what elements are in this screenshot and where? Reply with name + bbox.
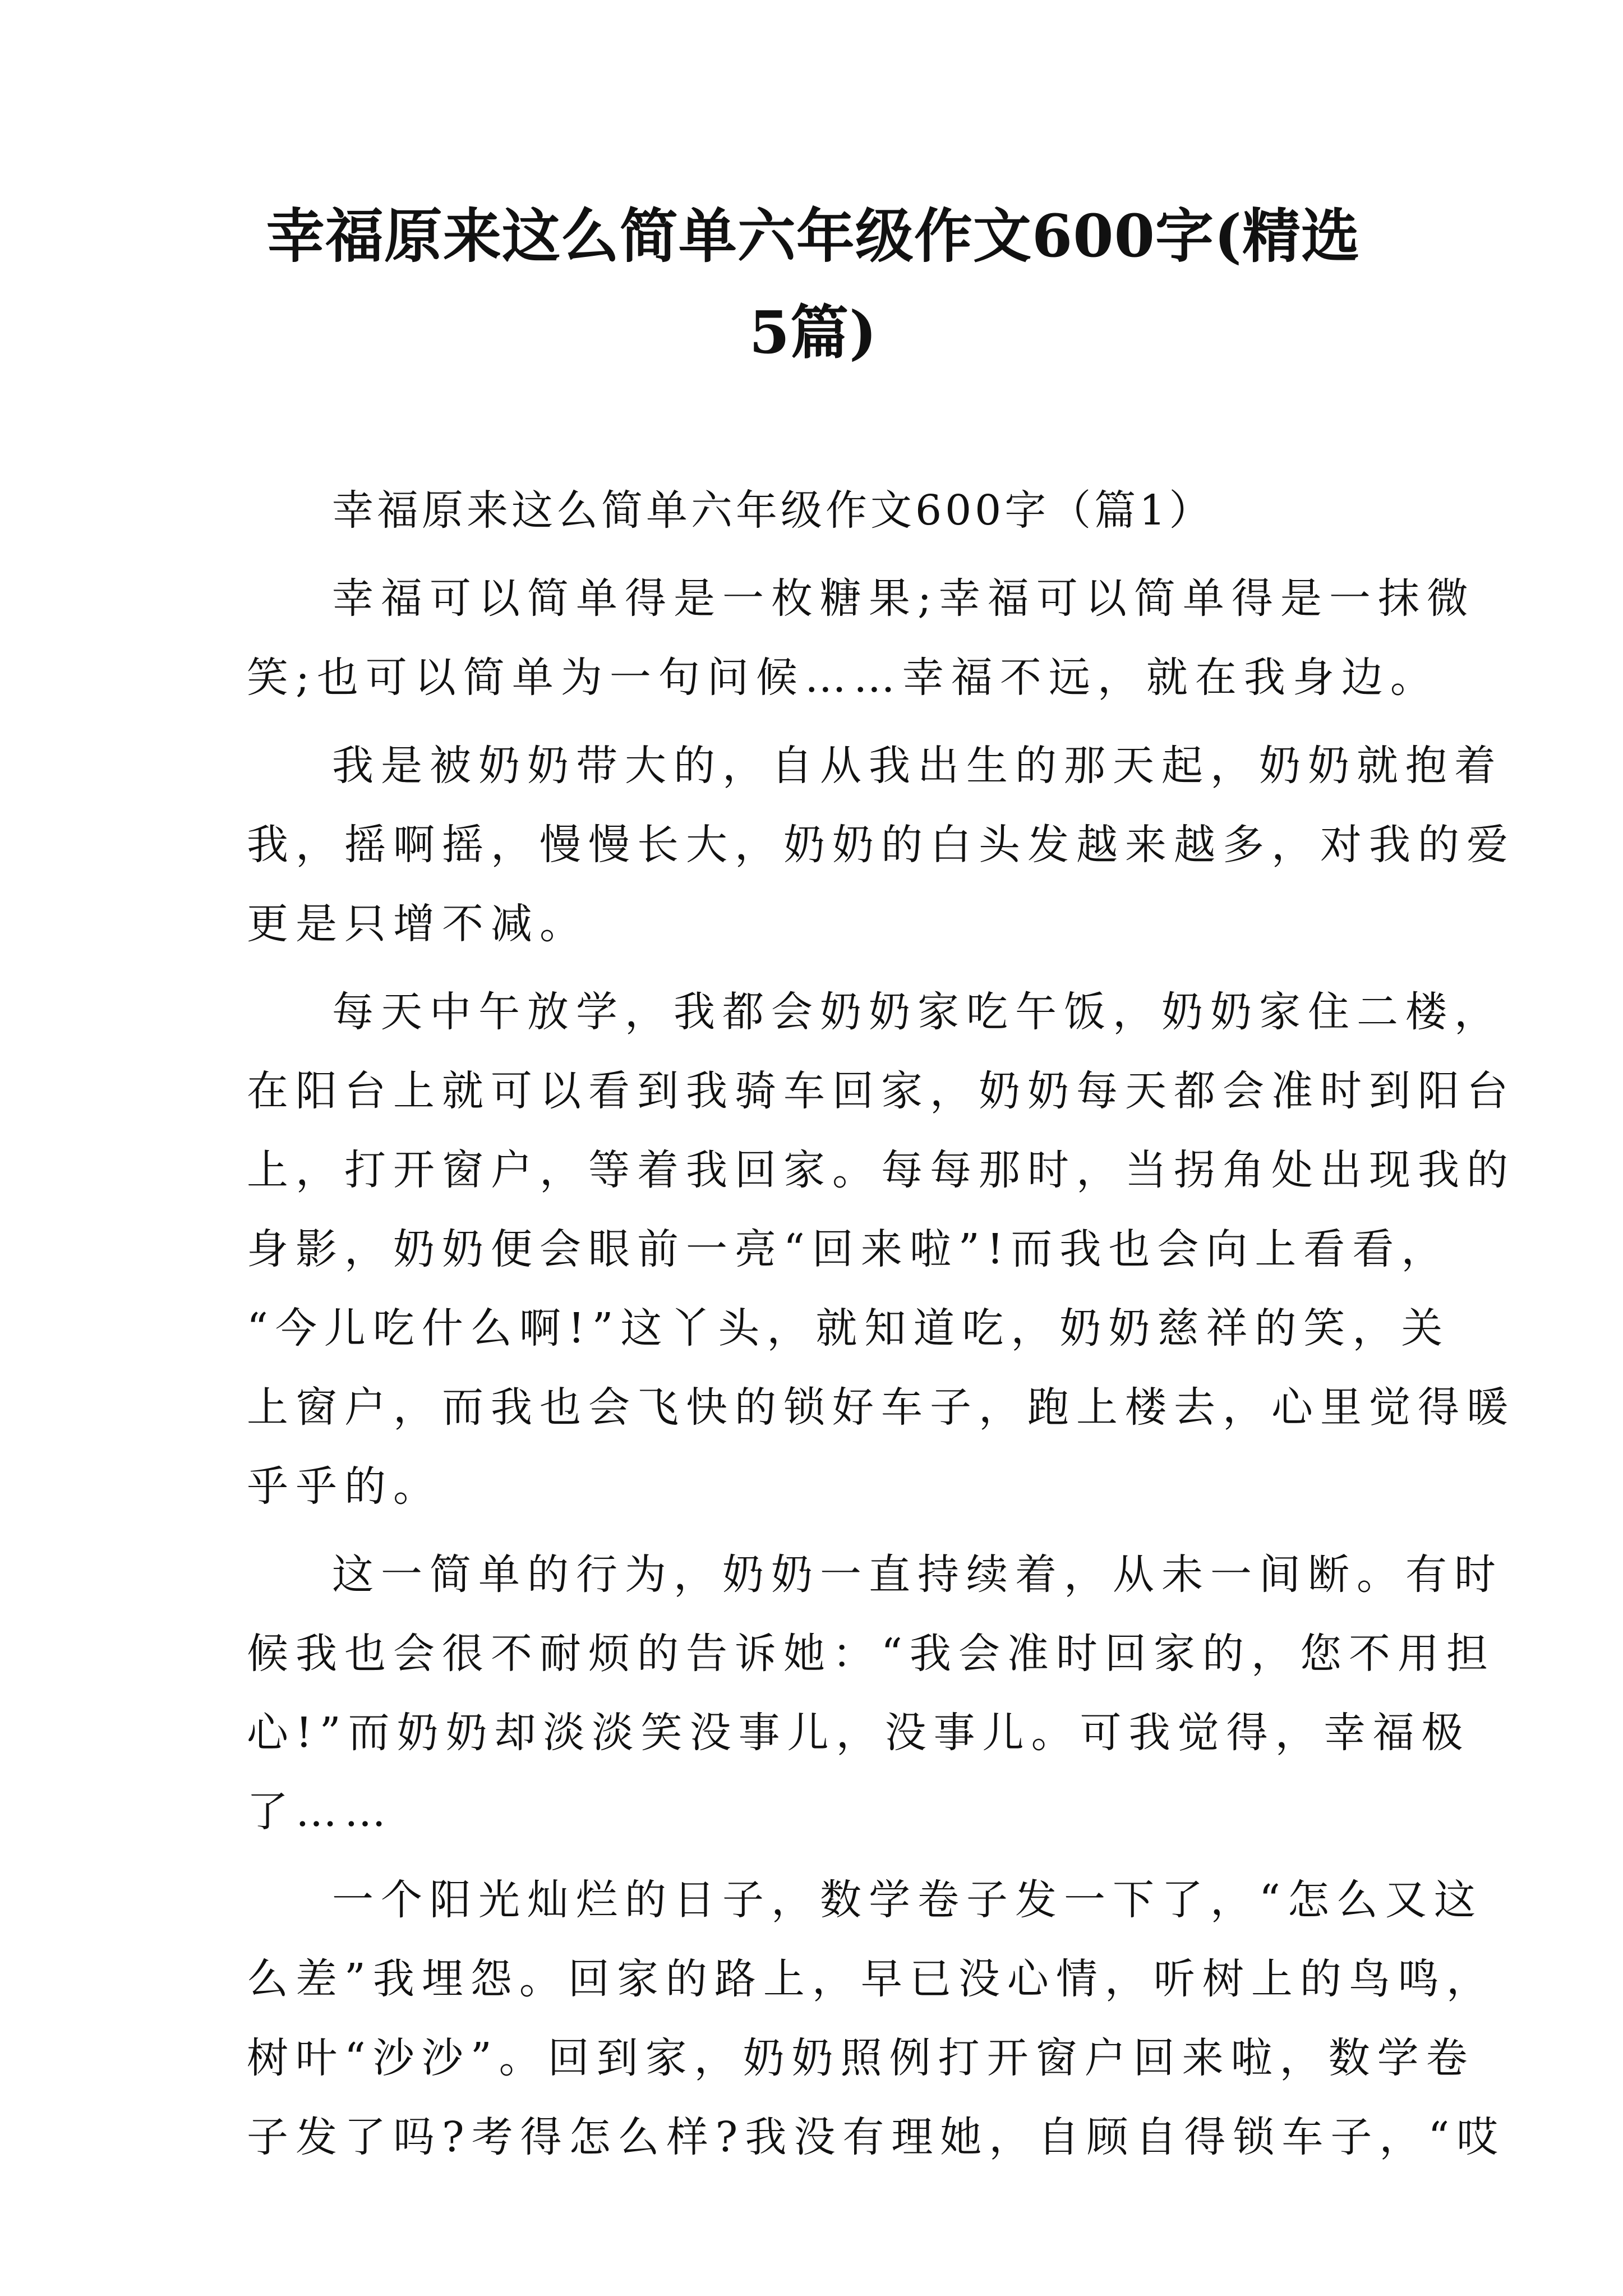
- text-line: 身影，奶奶便会眼前一亮“回来啦”!而我也会向上看看，: [247, 1225, 1450, 1273]
- text-line: 上，打开窗户，等着我回家。每每那时，当拐角处出现我的: [247, 1146, 1515, 1194]
- text-line: 心!”而奶奶却淡淡笑没事儿，没事儿。可我觉得，幸福极: [247, 1709, 1470, 1757]
- text-line: 我，摇啊摇，慢慢长大，奶奶的白头发越来越多，对我的爱: [247, 821, 1515, 869]
- title-line: 幸福原来这么简单六年级作文600字(精选: [266, 201, 1361, 270]
- paragraph: [247, 1535, 1503, 1852]
- text-line: 么差”我埋怨。回家的路上，早已没心情，听树上的鸟鸣，: [247, 1955, 1495, 2003]
- text-line: 这一简单的行为，奶奶一直持续着，从未一间断。有时: [332, 1550, 1503, 1599]
- document-body: [247, 471, 1515, 2186]
- paragraph: [247, 973, 1515, 1526]
- text-line: 子发了吗?考得怎么样?我没有理她，自顾自得锁车子，“哎: [247, 2113, 1506, 2161]
- text-line: “今儿吃什么啊!”这丫头，就知道吃，奶奶慈祥的笑，关: [247, 1304, 1450, 1352]
- text-line: 一个阳光灿烂的日子，数学卷子发一下了，“怎么又这: [332, 1876, 1483, 1924]
- document-title: [236, 188, 1391, 381]
- title-line: 5篇): [749, 298, 878, 367]
- text-line: 幸福原来这么简单六年级作文600字（篇1）: [332, 486, 1214, 535]
- text-line: 我是被奶奶带大的，自从我出生的那天起，奶奶就抱着: [332, 742, 1503, 790]
- text-line: 在阳台上就可以看到我骑车回家，奶奶每天都会准时到阳台: [247, 1067, 1515, 1115]
- text-line: 乎乎的。: [247, 1462, 442, 1511]
- paragraph: [247, 559, 1476, 717]
- text-line: 笑;也可以简单为一句问候……幸福不远，就在我身边。: [247, 654, 1439, 702]
- text-line: 更是只增不减。: [247, 900, 588, 948]
- text-line: 每天中午放学，我都会奶奶家吃午饭，奶奶家住二楼，: [332, 988, 1503, 1036]
- paragraph: [247, 726, 1515, 964]
- section-heading: [247, 471, 1393, 550]
- text-line: 树叶“沙沙”。回到家，奶奶照例打开窗户回来啦，数学卷: [247, 2034, 1475, 2082]
- text-line: 候我也会很不耐烦的告诉她：“我会准时回家的，您不用担: [247, 1630, 1495, 1678]
- text-line: 幸福可以简单得是一枚糖果;幸福可以简单得是一抹微: [332, 574, 1476, 623]
- text-line: 了……: [247, 1788, 393, 1836]
- text-line: 上窗户，而我也会飞快的锁好车子，跑上楼去，心里觉得暖: [247, 1383, 1515, 1432]
- paragraph: [247, 1861, 1506, 2177]
